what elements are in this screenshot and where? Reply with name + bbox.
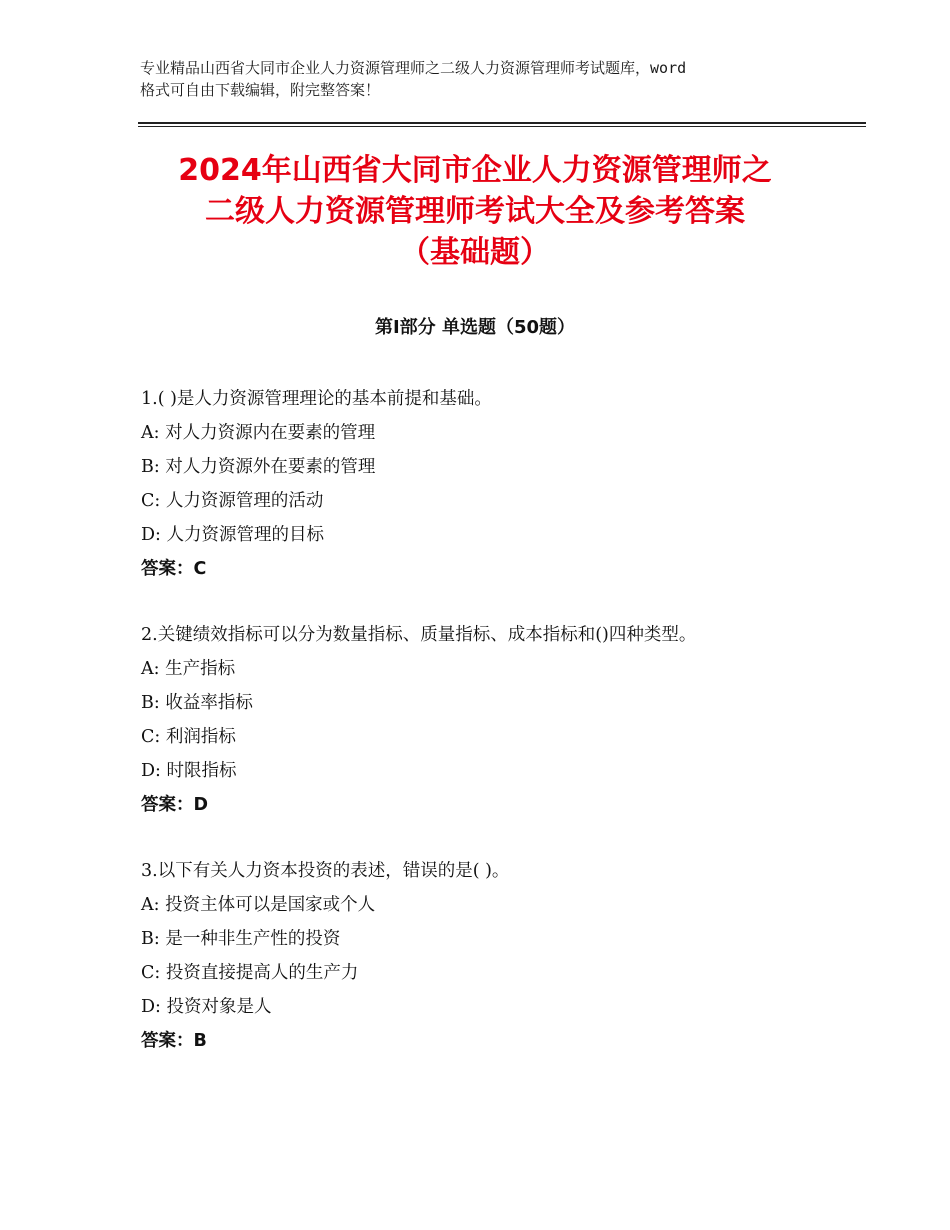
title-line-2: 二级人力资源管理师考试大全及参考答案 <box>205 194 745 229</box>
header-note <box>140 57 830 101</box>
question-2 <box>141 618 821 822</box>
option-a: A: 生产指标 <box>141 659 236 679</box>
option-a: A: 对人力资源内在要素的管理 <box>141 423 376 443</box>
option-b: B: 收益率指标 <box>141 693 253 713</box>
question-list <box>141 382 821 1090</box>
title-line-3: （基础题） <box>400 235 550 270</box>
header-note-line-1: 专业精品山西省大同市企业人力资源管理师之二级人力资源管理师考试题库，word <box>140 59 687 77</box>
document-title <box>100 150 850 273</box>
question-stem: 3.以下有关人力资本投资的表述，错误的是( )。 <box>141 861 510 881</box>
answer: 答案：D <box>141 795 209 815</box>
option-d: D: 人力资源管理的目标 <box>141 525 324 545</box>
question-1 <box>141 382 821 586</box>
answer: 答案：B <box>141 1031 207 1051</box>
title-line-1: 2024年山西省大同市企业人力资源管理师之 <box>178 153 772 188</box>
option-b: B: 对人力资源外在要素的管理 <box>141 457 376 477</box>
option-c: C: 人力资源管理的活动 <box>141 491 324 511</box>
option-a: A: 投资主体可以是国家或个人 <box>141 895 376 915</box>
question-stem: 2.关键绩效指标可以分为数量指标、质量指标、成本指标和()四种类型。 <box>141 625 697 645</box>
option-d: D: 投资对象是人 <box>141 997 272 1017</box>
question-3 <box>141 854 821 1058</box>
option-c: C: 投资直接提高人的生产力 <box>141 963 359 983</box>
option-b: B: 是一种非生产性的投资 <box>141 929 341 949</box>
question-stem: 1.( )是人力资源管理理论的基本前提和基础。 <box>141 389 492 409</box>
section-heading: 第Ⅰ部分 单选题（50题） <box>374 317 575 338</box>
header-rule-thin <box>138 126 866 127</box>
option-d: D: 时限指标 <box>141 761 237 781</box>
option-c: C: 利润指标 <box>141 727 236 747</box>
header-note-line-2: 格式可自由下载编辑，附完整答案！ <box>140 81 381 99</box>
answer: 答案：C <box>141 559 207 579</box>
header-rule-thick <box>138 122 866 124</box>
